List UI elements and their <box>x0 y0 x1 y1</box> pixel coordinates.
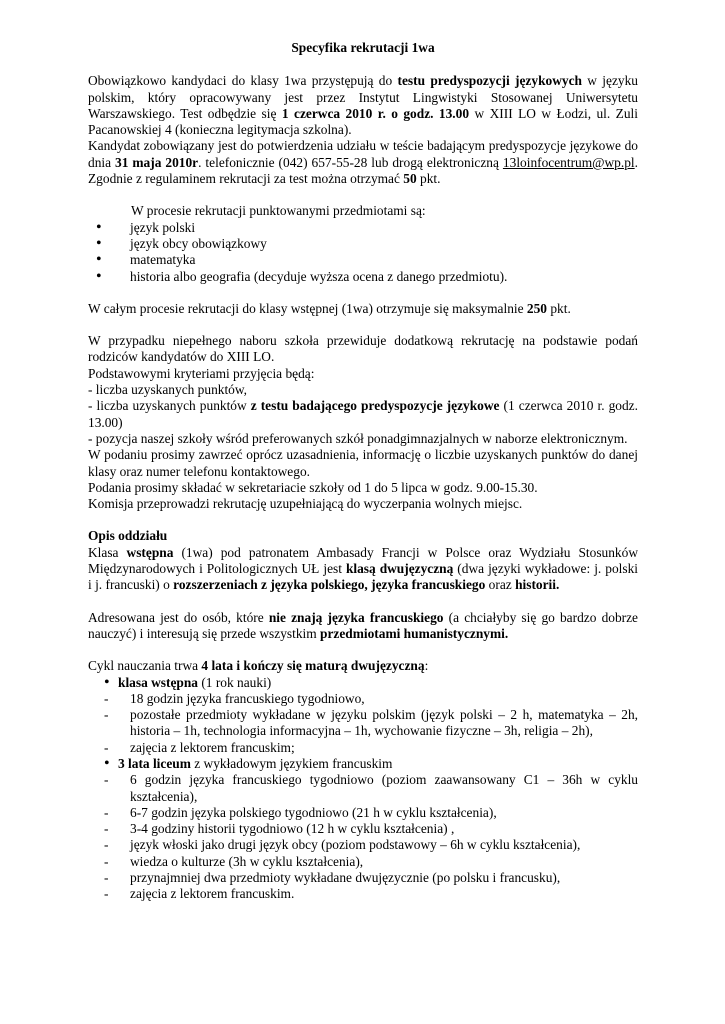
text: Cykl nauczania trwa <box>88 658 202 674</box>
subjects-list <box>88 220 638 285</box>
emphasis: testu predyspozycji językowych <box>397 73 582 89</box>
emphasis: 4 lata i kończy się maturą dwujęzyczną <box>201 658 425 674</box>
application-info: W podaniu prosimy zawrzeć oprócz uzasadnienia, informację o liczbie uzyskanych punktów do danej klasy oraz numer telefonu kontaktowego. <box>88 447 638 479</box>
list-item: - zajęcia z lektorem francuskim. <box>88 886 638 902</box>
list-item: - 6-7 godzin języka polskiego tygodniowo (21 h w cyklu kształcenia), <box>88 805 638 821</box>
text: (a chciałyby się go bardzo dobrze nauczyć) i interesują się przede wszystkim <box>88 609 639 641</box>
list-item: • język polski <box>88 220 638 236</box>
supplementary-paragraph: W przypadku niepełnego naboru szkoła przewiduje dodatkową rekrutację na podstawie podań rodziców kandydatów do XIII LO. <box>88 333 638 365</box>
description-heading <box>88 528 638 544</box>
emphasis: klasą dwujęzyczną <box>345 561 454 577</box>
text: pkt. <box>416 171 441 187</box>
list-item: - zajęcia z lektorem francuskim; <box>88 740 638 756</box>
criteria-heading: Podstawowymi kryteriami przyjęcia będą: <box>88 365 315 381</box>
text: - liczba uzyskanych punktów <box>88 398 251 414</box>
list-item: - przynajmniej dwa przedmioty wykładane dwujęzycznie (po polsku i francusku), <box>88 870 638 886</box>
criteria-item <box>88 398 638 431</box>
emphasis: wstępna <box>126 544 174 560</box>
emphasis: klasa wstępna <box>118 674 198 690</box>
text: (1 rok nauki) <box>198 674 272 690</box>
emphasis: 250 <box>526 300 547 316</box>
text: . Zgodnie z regulaminem rekrutacji za test można otrzymać <box>88 154 638 187</box>
commission-info: Komisja przeprowadzi rekrutację uzupełniającą do wyczerpania wolnych miejsc. <box>88 496 523 512</box>
list-item: - język włoski jako drugi język obcy (poziom podstawowy – 6h w cyklu kształcenia), <box>88 837 638 853</box>
list-item: • matematyka <box>88 252 638 268</box>
application-hours: Podania prosimy składać w sekretariacie szkoły od 1 do 5 lipca w godz. 9.00-15.30. <box>88 479 538 495</box>
max-points-paragraph <box>88 301 638 317</box>
text: Kandydat zobowiązany jest do potwierdzenia udziału w teście badającym predyspozycje językowe do dnia <box>88 138 638 170</box>
text: (1 czerwca 2010 r. godz. 13.00) <box>88 398 638 430</box>
list-item: • historia albo geografia (decyduje wyższa ocena z danego przedmiotu). <box>88 269 638 285</box>
list-item: - 18 godzin języka francuskiego tygodniowo, <box>88 691 638 707</box>
text: pkt. <box>547 300 571 316</box>
cycle-intro <box>88 658 638 674</box>
emphasis: 3 lata liceum <box>118 755 191 771</box>
text: . telefonicznie (042) 657-55-28 lub drogą elektroniczną <box>198 154 503 170</box>
emphasis: rozszerzeniach z języka polskiego, języka francuskiego <box>173 577 486 593</box>
criteria-item: - liczba uzyskanych punktów, <box>88 382 248 398</box>
subjects-heading: W procesie rekrutacji punktowanymi przedmiotami są: <box>131 203 426 219</box>
stage-2-heading <box>88 756 638 772</box>
list-item: - pozostałe przedmioty wykładane w języku polskim (język polski – 2 h, matematyka – 2h, historia – 1h, technologia informacyjna – 1h, wychowanie fizyczne – 3h, religia – 2h), <box>88 707 638 740</box>
heading-text: Opis oddziału <box>88 528 168 544</box>
text: w języku polskim, który opracowywany jest przez Instytut Lingwistyki Stosowanej Uniwersytetu Warszawskiego. Test odbędzie się <box>88 73 638 121</box>
text: Adresowana jest do osób, które <box>88 609 269 625</box>
text: oraz <box>485 577 516 593</box>
list-item: - 6 godzin języka francuskiego tygodniowo (poziom zaawansowany C1 – 36h w cyklu kształcenia), <box>88 772 638 805</box>
description-paragraph-2 <box>88 610 638 643</box>
text: W całym procesie rekrutacji do klasy wstępnej (1wa) otrzymuje się maksymalnie <box>88 300 527 316</box>
emphasis: 50 <box>403 171 417 187</box>
text: (dwa języki wykładowe: j. polski i j. francuski) o <box>88 561 638 593</box>
criteria-item: - pozycja naszej szkoły wśród preferowanych szkół ponadgimnazjalnych w naborze elektronicznym. <box>88 430 628 446</box>
list-item: - 3-4 godziny historii tygodniowo (12 h w cyklu kształcenia) , <box>88 821 638 837</box>
list-item: • język obcy obowiązkowy <box>88 236 638 252</box>
emphasis: historii. <box>515 577 560 593</box>
text: (1wa) pod patronatem Ambasady Francji w Polsce oraz Wydziału Stosunków Międzynarodowych i Politologicznych UŁ jest <box>88 544 638 577</box>
text: Klasa <box>88 544 127 560</box>
document-page <box>88 40 638 903</box>
emphasis: z testu badającego predyspozycje językowe <box>250 398 500 414</box>
emphasis: nie znają języka francuskiego <box>268 609 444 625</box>
intro-paragraph-1 <box>88 73 638 138</box>
text: Obowiązkowo kandydaci do klasy 1wa przystępują do <box>88 73 398 89</box>
email-link[interactable]: 13loinfocentrum@wp.pl <box>502 154 635 170</box>
emphasis: 1 czerwca 2010 r. o godz. 13.00 <box>281 105 470 121</box>
text: : <box>424 658 429 674</box>
document-title: Specyfika rekrutacji 1wa <box>291 40 435 55</box>
text: w XIII LO w Łodzi, ul. Zuli Pacanowskiej 4 (konieczna legitymacja szkolna). <box>88 105 638 138</box>
description-paragraph-1 <box>88 545 638 594</box>
list-item: - wiedza o kulturze (3h w cyklu kształcenia), <box>88 854 638 870</box>
intro-paragraph-2 <box>88 138 638 187</box>
emphasis: przedmiotami humanistycznymi. <box>320 625 509 641</box>
stage-1-heading <box>88 675 638 691</box>
text: z wykładowym językiem francuskim <box>190 755 393 771</box>
emphasis: 31 maja 2010r <box>115 154 199 170</box>
